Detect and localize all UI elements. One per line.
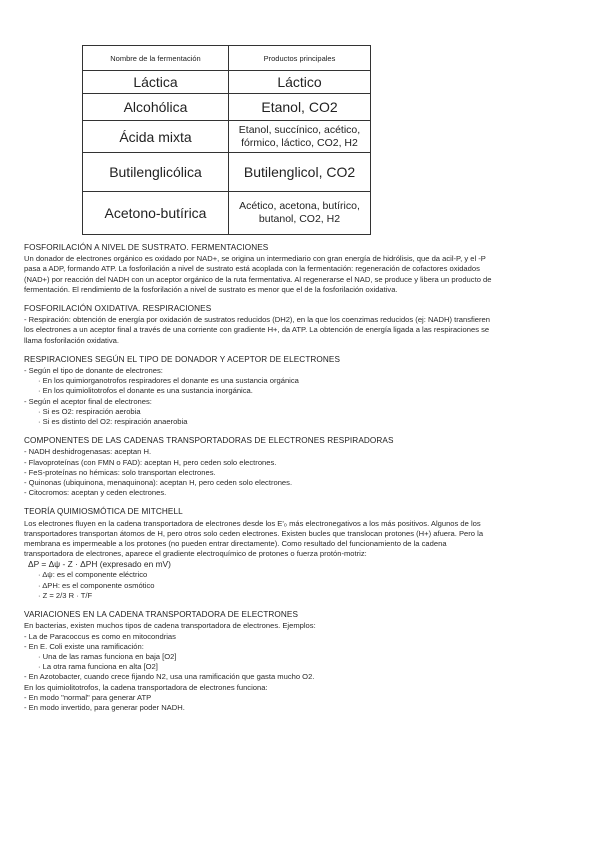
section-respiration-types <box>24 355 580 427</box>
sub-list-item: · Si es O2: respiración aerobia <box>38 406 141 416</box>
table-row <box>83 153 371 192</box>
sub-list-item: · Una de las ramas funciona en baja [O2] <box>38 651 177 661</box>
section-chain-components <box>24 436 580 498</box>
text-line: fermentación. El rendimiento de la fosforilación a nivel de sustrato es menor que el de la fosforilación oxidativa. <box>24 284 398 294</box>
section-title: RESPIRACIONES SEGÚN EL TIPO DE DONADOR Y ACEPTOR DE ELECTRONES <box>24 354 341 364</box>
section-paragraph <box>24 315 580 346</box>
notes-body <box>24 243 580 722</box>
fermentation-name: Alcohólica <box>83 94 229 121</box>
section-title: FOSFORILACIÓN A NIVEL DE SUSTRATO. FERMENTACIONES <box>24 243 269 252</box>
section-oxidative-phosphorylation <box>24 304 580 346</box>
header-fermentation-name: Nombre de la fermentación <box>83 46 229 71</box>
fermentation-name: Acetono-butírica <box>83 192 229 235</box>
fermentation-table <box>82 45 371 235</box>
text-line: Un donador de electrones orgánico es oxidado por NAD+, se origina un intermediario con gran energía de hidrólisis, que da acil-P, y el -P <box>24 254 486 264</box>
table-row <box>83 121 371 153</box>
fermentation-name: Láctica <box>83 71 229 94</box>
text-line: transportadores transportan átomos de H, pero otros solo ceden electrones. Existen bucles que translocan protones (H+) afuera. Pero la <box>24 528 484 538</box>
fermentation-name: Butilenglicólica <box>83 153 229 192</box>
sub-list-item: · Si es distinto del O2: respiración anaerobia <box>38 417 188 427</box>
list-item: - NADH deshidrogenasas: aceptan H. <box>24 447 152 457</box>
products-line: butanol, CO2, H2 <box>258 213 341 225</box>
list-item: - Flavoproteínas (con FMN o FAD): aceptan H, pero ceden solo electrones. <box>24 457 277 467</box>
section-title: VARIACIONES EN LA CADENA TRANSPORTADORA DE ELECTRONES <box>24 610 299 620</box>
table-header-row <box>83 46 371 71</box>
list-item: - En E. Coli existe una ramificación: <box>24 641 144 651</box>
text-line: llama fosforilación oxidativa. <box>24 335 119 345</box>
section-chain-variations <box>24 610 580 713</box>
formula-term: · Z = 2/3 R · T/F <box>38 590 93 600</box>
list-item: - Según el tipo de donante de electrones: <box>24 366 163 376</box>
text-line: - Respiración: obtención de energía por oxidación de sustratos reducidos (DH2), en la que los coenzimas reducidos (ej: NADH) transfieren <box>24 315 490 325</box>
fermentation-products: Butilenglicol, CO2 <box>229 153 371 192</box>
formula-term: · Δψ: es el componente eléctrico <box>38 570 148 580</box>
section-mitchell-theory <box>24 507 580 601</box>
section-title: TEORÍA QUIMIOSMÓTICA DE MITCHELL <box>24 507 183 517</box>
list-item: - Citocromos: aceptan y ceden electrones. <box>24 488 167 498</box>
products-line: Etanol, succínico, acético, <box>238 123 361 136</box>
table-row <box>83 192 371 235</box>
sub-list-item: · La otra rama funciona en alta [O2] <box>38 662 158 672</box>
products-line: fórmico, láctico, CO2, H2 <box>241 136 358 149</box>
list-item: - La de Paracoccus es como en mitocondrias <box>24 631 176 641</box>
section-title: COMPONENTES DE LAS CADENAS TRANSPORTADORAS DE ELECTRONES RESPIRADORAS <box>24 436 394 446</box>
table-row <box>83 71 371 94</box>
formula-term: · ΔPH: es el componente osmótico <box>38 580 155 590</box>
text-line: pasa a ADP, formando ATP. La fosforilación a nivel de sustrato está acoplada con la fermentación: regeneración de cofactores oxidados <box>24 264 480 274</box>
section-substrate-phosphorylation <box>24 243 580 295</box>
text-line: (NAD+) por reacción del NADH con un aceptor orgánico de la ruta fermentativa. Al regenerarse el NAD, se produce y libera un producto de <box>24 274 492 284</box>
fermentation-products <box>229 192 371 235</box>
text-line: membrana es impermeable a los protones (no pueden entrar directamente). Como resultado del funcionamiento de la cadena <box>24 539 447 549</box>
proton-motive-formula: ΔP = Δψ - Z · ΔPH (expresado en mV) <box>28 559 171 570</box>
section-paragraph <box>24 254 580 295</box>
list-item: - En Azotobacter, cuando crece fijando N2, usa una ramificación que gasta mucho O2. <box>24 672 315 682</box>
sub-list-item: · En los quimiolitotrofos el donante es una sustancia inorgánica. <box>38 386 253 396</box>
list-item: - En modo invertido, para generar poder NADH. <box>24 702 185 712</box>
fermentation-products <box>229 121 371 153</box>
fermentation-name: Ácida mixta <box>83 121 229 153</box>
section-title: FOSFORILACIÓN OXIDATIVA. RESPIRACIONES <box>24 304 212 314</box>
text-line: Los electrones fluyen en la cadena transportadora de electrones desde los E'₀ más electronegativos a los más positivos. Algunos de los <box>24 518 481 528</box>
list-item: - Según el aceptor final de electrones: <box>24 396 152 406</box>
header-main-products: Productos principales <box>229 46 371 71</box>
fermentation-products: Etanol, CO2 <box>229 94 371 121</box>
list-item: - En modo "normal" para generar ATP <box>24 692 152 702</box>
sub-list-item: · En los quimiorganotrofos respiradores el donante es una sustancia orgánica <box>38 376 299 386</box>
text-line: En bacterias, existen muchos tipos de cadena transportadora de electrones. Ejemplos: <box>24 621 316 631</box>
list-item: - FeS-proteínas no hémicas: solo transportan electrones. <box>24 467 216 477</box>
text-line: En los quimiolitotrofos, la cadena transportadora de electrones funciona: <box>24 682 268 692</box>
text-line: los electrones a un aceptor final a través de una corriente con gradiente H+, da ATP. La obtención de energía ligada a las respiraciones se <box>24 325 490 335</box>
fermentation-products: Láctico <box>229 71 371 94</box>
text-line: transportadora de electrones, aparece el gradiente electroquímico de protones o fuerza protón-motriz: <box>24 549 367 559</box>
products-line: Acético, acetona, butírico, <box>239 200 360 212</box>
list-item: - Quinonas (ubiquinona, menaquinona): aceptan H, pero ceden solo electrones. <box>24 478 293 488</box>
table-row <box>83 94 371 121</box>
